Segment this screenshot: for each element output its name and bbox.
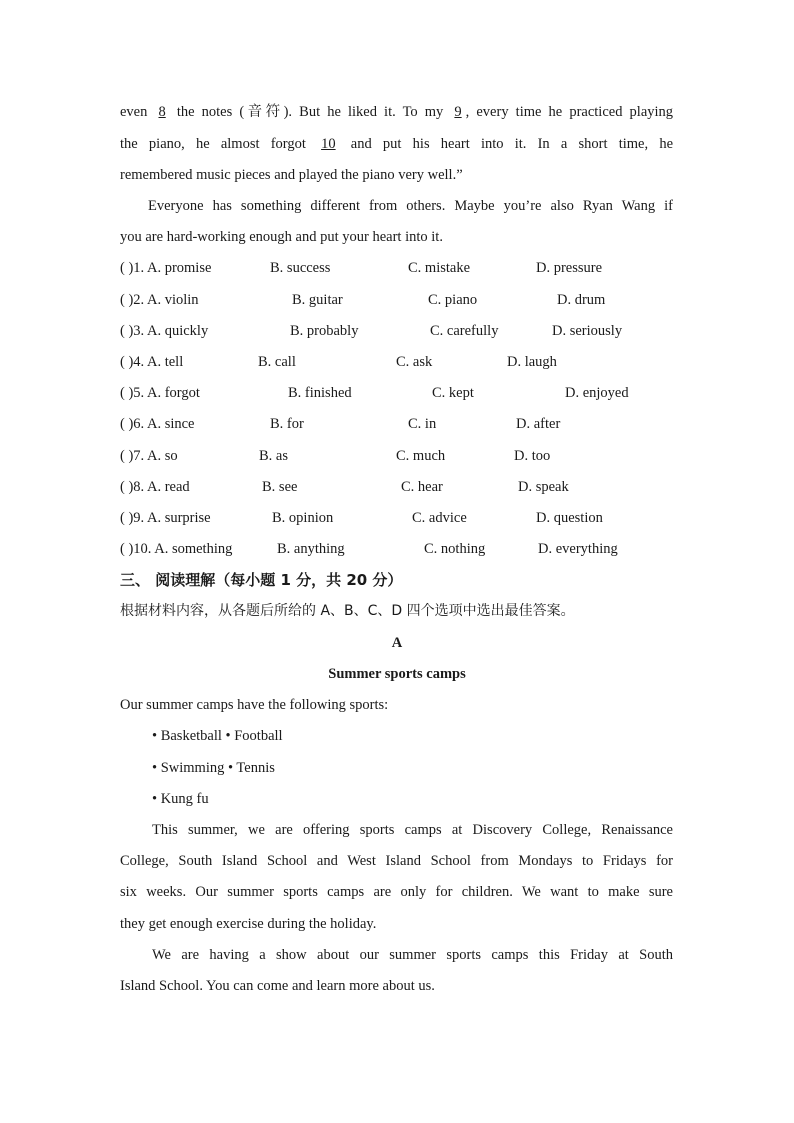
passage-line-3: remembered music pieces and played the piano very well.”	[120, 167, 463, 183]
paragraph-1-line: This summer, we are offering sports camps at Discovery College, Renaissance	[152, 822, 673, 838]
question-row: ( )8. A. read B. see C. hear D. speak	[120, 479, 569, 495]
section-instruction: 根据材料内容，从各题后所给的 A、B、C、D 四个选项中选出最佳答案。	[120, 603, 575, 619]
paragraph-1-line: six weeks. Our summer sports camps are only for children. We want to make sure	[120, 884, 673, 900]
paragraph-2-line: We are having a show about our summer sports camps this Friday at South	[152, 947, 673, 963]
bullet-list-item: • Kung fu	[152, 791, 209, 807]
question-row: ( )3. A. quickly B. probably C. carefully D. seriously	[120, 323, 623, 339]
passage-label: A	[391, 635, 403, 651]
bullet-list-item: • Basketball • Football	[152, 728, 283, 744]
question-row: ( )10. A. something B. anything C. nothing D. everything	[120, 541, 618, 557]
passage-line-5: you are hard-working enough and put your heart into it.	[120, 229, 443, 245]
passage-title: Summer sports camps	[328, 666, 466, 682]
question-row: ( )6. A. since B. for C. in D. after	[120, 416, 561, 432]
blank-9: 9	[454, 104, 462, 120]
section-heading: 三、 阅读理解（每小题 1 分，共 20 分）	[120, 571, 403, 589]
question-row: ( )9. A. surprise B. opinion C. advice D. question	[120, 510, 603, 526]
paragraph-2-line: Island School. You can come and learn more about us.	[120, 978, 435, 994]
passage-line-2: the piano, he almost forgot 10 and put his heart into it. In a short time, he	[120, 136, 674, 152]
question-row: ( )5. A. forgot B. finished C. kept D. enjoyed	[120, 385, 629, 401]
passage-intro: Our summer camps have the following sports:	[120, 697, 389, 713]
question-row: ( )2. A. violin B. guitar C. piano D. drum	[120, 292, 606, 308]
question-row: ( )7. A. so B. as C. much D. too	[120, 448, 551, 464]
paragraph-1-line: they get enough exercise during the holiday.	[120, 916, 377, 932]
blank-8: 8	[158, 104, 166, 120]
paragraph-1-line: College, South Island School and West Island School from Mondays to Fridays for	[120, 853, 673, 869]
blank-10: 10	[321, 136, 336, 152]
passage-line-4: Everyone has something different from others. Maybe you’re also Ryan Wang if	[148, 198, 673, 214]
bullet-list-item: • Swimming • Tennis	[152, 760, 275, 776]
question-row: ( )4. A. tell B. call C. ask D. laugh	[120, 354, 557, 370]
passage-line-1: even 8 the notes (音符). But he liked it. To my 9 , every time he practiced playing	[120, 104, 674, 120]
question-row: ( )1. A. promise B. success C. mistake D. pressure	[120, 260, 603, 276]
